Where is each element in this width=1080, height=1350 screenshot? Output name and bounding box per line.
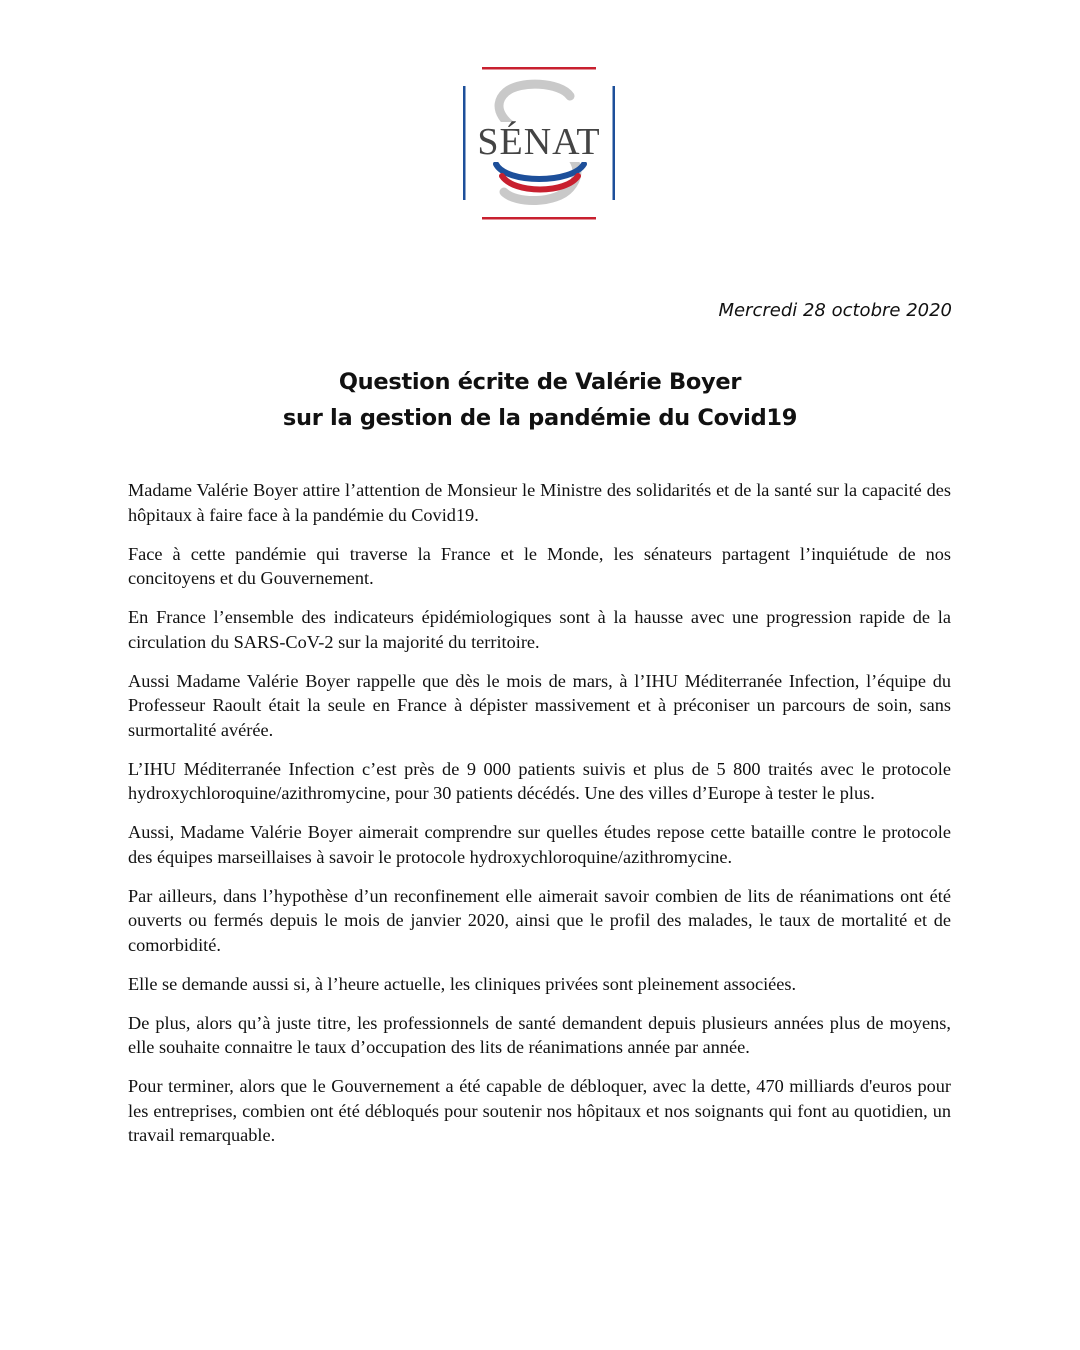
paragraph: Aussi Madame Valérie Boyer rappelle que dès le mois de mars, à l’IHU Méditerranée Infection, l’équipe du Professeur Raoult était la seule en France à dépister massivement et à préconiser un parcours de soin, sans surmortalité avérée.	[128, 670, 951, 740]
logo-bottom-bar	[482, 217, 596, 220]
document-title	[0, 364, 1080, 436]
logo-top-bar	[482, 67, 596, 70]
title-line-1: Question écrite de Valérie Boyer	[338, 369, 742, 395]
document-body	[128, 478, 951, 1162]
logo-blue-swoosh	[496, 164, 584, 179]
logo-left-bar	[463, 86, 466, 200]
title-line-2: sur la gestion de la pandémie du Covid19	[282, 405, 798, 431]
paragraph: Madame Valérie Boyer attire l’attention de Monsieur le Ministre des solidarités et de la santé sur la capacité des hôpitaux à faire face à la pandémie du Covid19.	[128, 480, 951, 525]
paragraph: Par ailleurs, dans l’hypothèse d’un reconfinement elle aimerait savoir combien de lits de réanimations ont été ouverts ou fermés depuis le mois de janvier 2020, ainsi que le profil des malades, le taux de mortalité et de comorbidité.	[128, 885, 951, 955]
paragraph: En France l’ensemble des indicateurs épidémiologiques sont à la hausse avec une progression rapide de la circulation du SARS-CoV-2 sur la majorité du territoire.	[128, 607, 951, 652]
paragraph: De plus, alors qu’à juste titre, les professionnels de santé demandent depuis plusieurs années plus de moyens, elle souhaite connaitre le taux d’occupation des lits de réanimations année par année.	[128, 1012, 951, 1057]
paragraph: Aussi, Madame Valérie Boyer aimerait comprendre sur quelles études repose cette bataille contre le protocole des équipes marseillaises à savoir le protocole hydroxychloroquine/azithromycine.	[128, 822, 951, 867]
paragraph: Face à cette pandémie qui traverse la France et le Monde, les sénateurs partagent l’inquiétude de nos concitoyens et du Gouvernement.	[128, 543, 951, 588]
paragraph: Pour terminer, alors que le Gouvernement a été capable de débloquer, avec la dette, 470 milliards d'euros pour les entreprises, combien ont été débloqués pour soutenir nos hôpitaux et nos soignants qui font au quotidien, un travail remarquable.	[128, 1076, 951, 1145]
document-date: Mercredi 28 octobre 2020	[718, 300, 952, 321]
senat-logo	[462, 66, 616, 222]
logo-right-bar	[613, 86, 616, 200]
paragraph: Elle se demande aussi si, à l’heure actuelle, les cliniques privées sont pleinement associées.	[128, 973, 797, 994]
paragraph: L’IHU Méditerranée Infection c’est près de 9 000 patients suivis et plus de 5 800 traités avec le protocole hydroxychloroquine/azithromycine, pour 30 patients décédés. Une des villes d’Europe à tester le plus.	[128, 758, 951, 803]
logo-text: SÉNAT	[477, 121, 601, 163]
